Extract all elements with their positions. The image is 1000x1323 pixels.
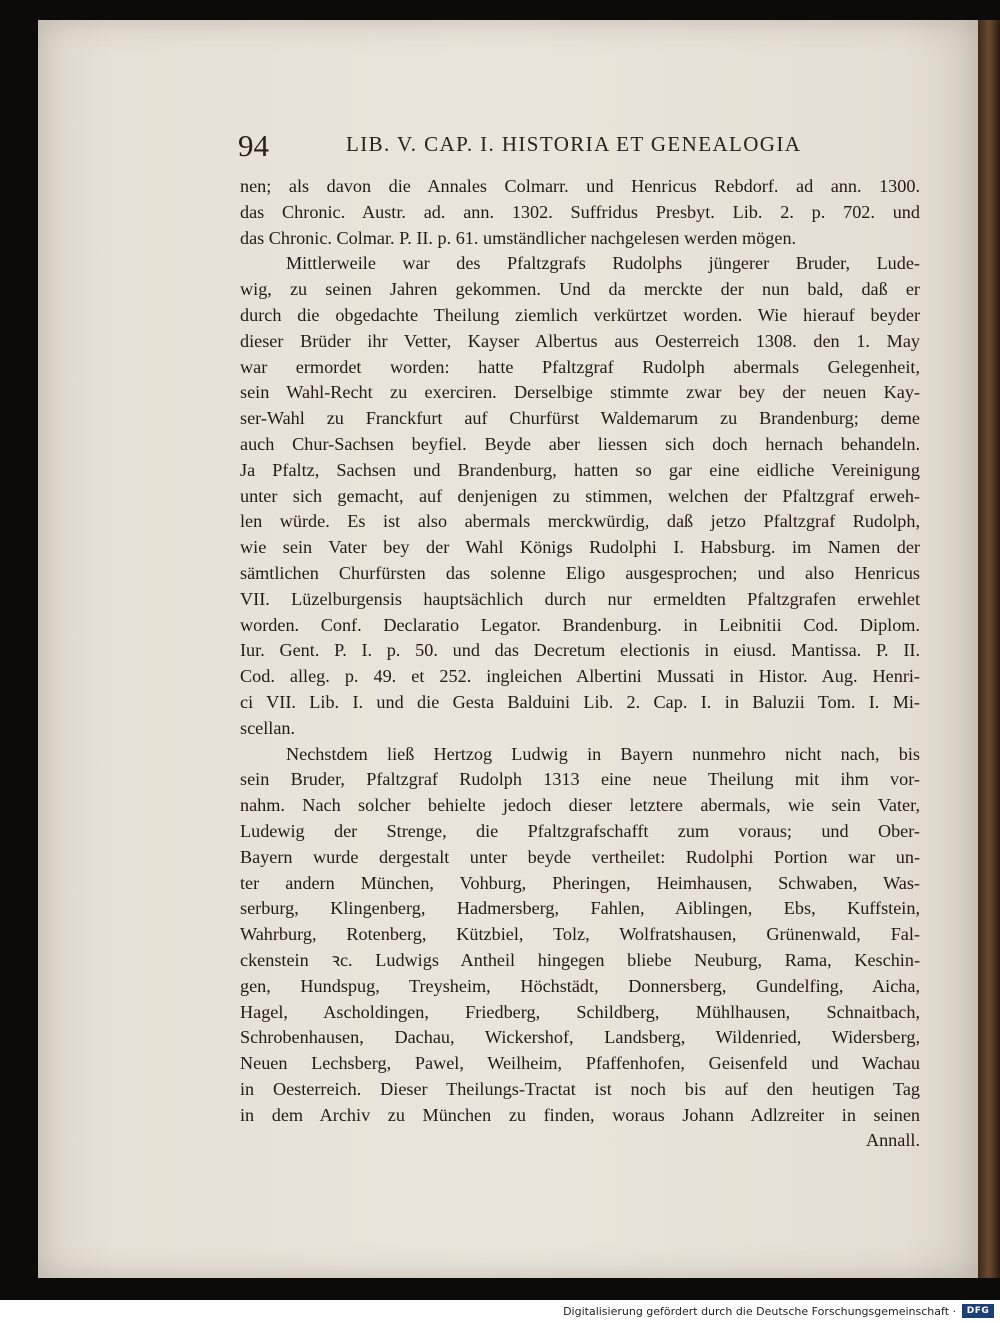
running-head-title: LIB. V. CAP. I. HISTORIA ET GENEALOGIA bbox=[346, 132, 802, 156]
text-line: len würde. Es ist also abermals merckwürdig, daß jetzo Pfaltzgraf Rudolph, bbox=[240, 511, 920, 532]
text-line: Iur. Gent. P. I. p. 50. und das Decretum electionis in eiusd. Mantissa. P. II. bbox=[240, 640, 920, 661]
text-line: sein Wahl-Recht zu exerciren. Derselbige stimmte zwar bey der neuen Kay- bbox=[240, 382, 920, 403]
text-line: Schrobenhausen, Dachau, Wickershof, Landsberg, Wildenried, Widersberg, bbox=[240, 1027, 920, 1048]
catchword: Annall. bbox=[865, 1130, 920, 1151]
page-number: 94 bbox=[238, 128, 269, 163]
text-line: nen; als davon die Annales Colmarr. und Henricus Rebdorf. ad ann. 1300. bbox=[240, 176, 920, 196]
text-line: in Oesterreich. Dieser Theilungs-Tractat ist noch bis auf den heutigen Tag bbox=[240, 1078, 920, 1099]
running-head bbox=[238, 128, 928, 168]
text-line: gen, Hundspug, Treysheim, Höchstädt, Donnersberg, Gundelfing, Aicha, bbox=[240, 975, 920, 996]
text-line: durch die obgedachte Theilung ziemlich verkürtzet worden. Wie hierauf beyder bbox=[240, 304, 920, 325]
text-line: dieser Brüder ihr Vetter, Kayser Albertus aus Oesterreich 1308. den 1. May bbox=[240, 330, 920, 351]
text-line: sein Bruder, Pfaltzgraf Rudolph 1313 eine neue Theilung mit ihm vor- bbox=[240, 769, 920, 790]
text-line: Nechstdem ließ Hertzog Ludwig in Bayern nunmehro nicht nach, bis bbox=[286, 743, 920, 764]
text-line: Bayern wurde dergestalt unter beyde vertheilet: Rudolphi Portion war un- bbox=[240, 846, 920, 867]
text-line: ci VII. Lib. I. und die Gesta Balduini Lib. 2. Cap. I. in Baluzii Tom. I. Mi- bbox=[240, 691, 920, 712]
text-line: Hagel, Ascholdingen, Friedberg, Schildberg, Mühlhausen, Schnaitbach, bbox=[240, 1001, 920, 1022]
text-line: ter andern München, Vohburg, Pheringen, Heimhausen, Schwaben, Was- bbox=[240, 872, 920, 893]
digitization-credit: Digitalisierung gefördert durch die Deutsche Forschungsgemeinschaft · bbox=[563, 1305, 956, 1318]
text-line: Ja Pfaltz, Sachsen und Brandenburg, hatten so gar eine eidliche Vereinigung bbox=[240, 459, 920, 480]
text-line: scellan. bbox=[240, 717, 296, 738]
text-line: ckenstein ꝛc. Ludwigs Antheil hingegen bliebe Neuburg, Rama, Keschin- bbox=[240, 949, 920, 970]
text-line: unter sich gemacht, auf denjenigen zu stimmen, welchen der Pfaltzgraf erweh- bbox=[240, 485, 920, 506]
text-line: Ludewig der Strenge, die Pfaltzgrafschafft zum voraus; und Ober- bbox=[240, 820, 920, 841]
text-body bbox=[240, 174, 920, 1154]
text-line: war ermordet worden: hatte Pfaltzgraf Rudolph abermals Gelegenheit, bbox=[240, 356, 920, 377]
text-line: das Chronic. Austr. ad. ann. 1302. Suffridus Presbyt. Lib. 2. p. 702. und bbox=[240, 201, 920, 222]
text-line: serburg, Klingenberg, Hadmersberg, Fahlen, Aiblingen, Ebs, Kuffstein, bbox=[240, 898, 920, 919]
text-line: wig, zu seinen Jahren gekommen. Und da merckte der nun bald, daß er bbox=[240, 279, 920, 300]
text-line: in dem Archiv zu München zu finden, woraus Johann Adlzreiter in seinen bbox=[240, 1104, 920, 1125]
text-line: ser-Wahl zu Franckfurt auf Churfürst Waldemarum zu Brandenburg; deme bbox=[240, 408, 920, 429]
text-line: das Chronic. Colmar. P. II. p. 61. umständlicher nachgelesen werden mögen. bbox=[240, 227, 797, 248]
text-line: Mittlerweile war des Pfaltzgrafs Rudolphs jüngerer Bruder, Lude- bbox=[286, 253, 920, 274]
text-line: wie sein Vater bey der Wahl Königs Rudolphi I. Habsburg. im Namen der bbox=[240, 537, 920, 558]
text-line: Neuen Lechsberg, Pawel, Weilheim, Pfaffenhofen, Geisenfeld und Wachau bbox=[240, 1053, 920, 1074]
text-line: sämtlichen Churfürsten das solenne Eligo ausgesprochen; und also Henricus bbox=[240, 562, 920, 583]
book-spine-edge bbox=[978, 20, 1000, 1278]
dfg-logo: DFG bbox=[962, 1304, 994, 1318]
text-line: VII. Lüzelburgensis hauptsächlich durch nur ermeldten Pfaltzgrafen erwehlet bbox=[240, 588, 920, 609]
text-line: Cod. alleg. p. 49. et 252. ingleichen Albertini Mussati in Histor. Aug. Henri- bbox=[240, 666, 920, 687]
text-line: Wahrburg, Rotenberg, Kützbiel, Tolz, Wolfratshausen, Grünenwald, Fal- bbox=[240, 924, 920, 945]
footer-bar bbox=[0, 1300, 1000, 1323]
text-line: worden. Conf. Declaratio Legator. Brandenburg. in Leibnitii Cod. Diplom. bbox=[240, 614, 920, 635]
text-line: auch Chur-Sachsen beyfiel. Beyde aber liessen sich doch hernach behandeln. bbox=[240, 433, 920, 454]
text-line: nahm. Nach solcher behielte jedoch dieser letztere abermals, wie sein Vater, bbox=[240, 795, 920, 816]
